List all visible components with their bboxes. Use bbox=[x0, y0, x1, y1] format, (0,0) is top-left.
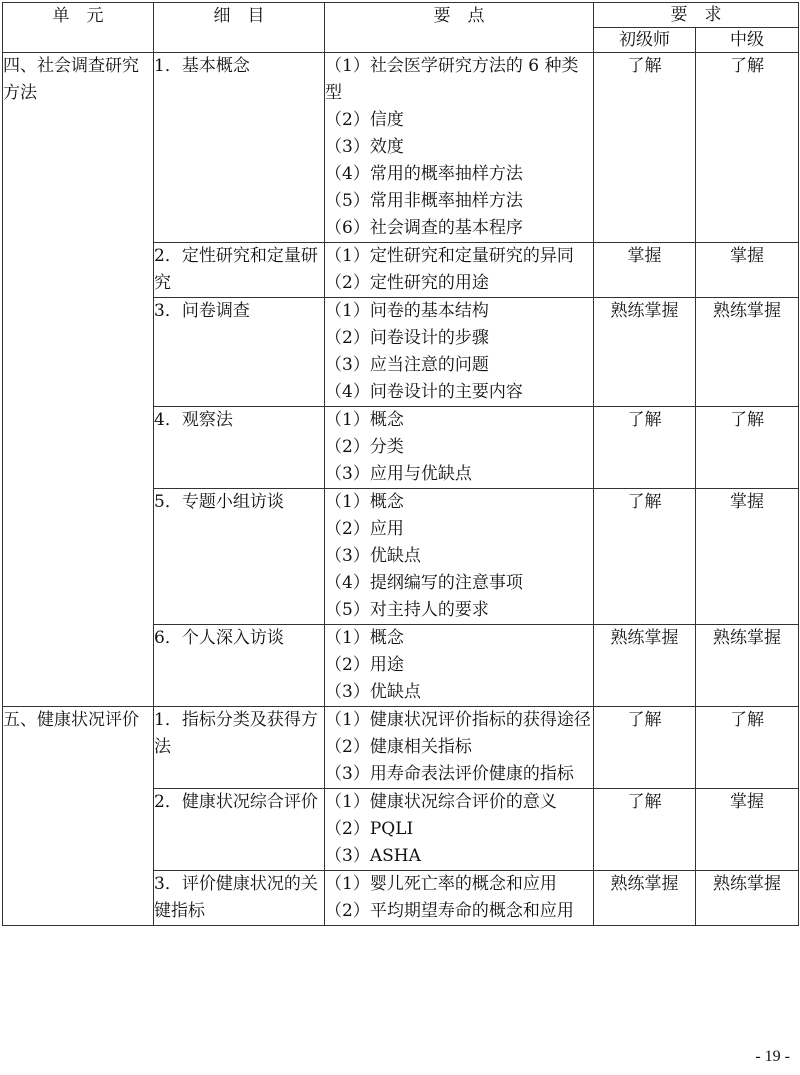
point-text: （3）效度 bbox=[325, 137, 404, 157]
point-text: （4）问卷设计的主要内容 bbox=[325, 382, 523, 402]
unit-cell: 五、健康状况评价 bbox=[3, 707, 154, 926]
requirement-middle: 了解 bbox=[696, 407, 799, 489]
requirement-middle: 掌握 bbox=[696, 489, 799, 625]
points-cell bbox=[325, 707, 594, 789]
point-text: （1）概念 bbox=[325, 492, 404, 512]
points-cell bbox=[325, 871, 594, 926]
point-text: （2）定性研究的用途 bbox=[325, 273, 489, 293]
point-text: （3）优缺点 bbox=[325, 682, 421, 702]
points-cell bbox=[325, 489, 594, 625]
point-text: （3）优缺点 bbox=[325, 546, 421, 566]
point-text: （2）平均期望寿命的概念和应用 bbox=[325, 901, 574, 921]
item-cell: 6．个人深入访谈 bbox=[154, 625, 325, 707]
page-number: - 19 - bbox=[755, 1048, 790, 1065]
requirement-middle: 了解 bbox=[696, 53, 799, 243]
item-cell: 5．专题小组访谈 bbox=[154, 489, 325, 625]
requirement-middle: 熟练掌握 bbox=[696, 298, 799, 407]
requirement-middle: 熟练掌握 bbox=[696, 871, 799, 926]
header-item: 细 目 bbox=[154, 3, 325, 53]
point-text: （5）常用非概率抽样方法 bbox=[325, 191, 523, 211]
points-cell bbox=[325, 789, 594, 871]
point-text: （1）定性研究和定量研究的异同 bbox=[325, 246, 574, 266]
requirement-middle: 掌握 bbox=[696, 789, 799, 871]
point-text: （4）常用的概率抽样方法 bbox=[325, 164, 523, 184]
item-cell: 3．问卷调查 bbox=[154, 298, 325, 407]
item-cell: 2．定性研究和定量研究 bbox=[154, 243, 325, 298]
table-row bbox=[3, 53, 799, 243]
point-text: （2）问卷设计的步骤 bbox=[325, 328, 489, 348]
requirement-junior: 了解 bbox=[594, 407, 696, 489]
header-unit: 单 元 bbox=[3, 3, 154, 53]
point-text: （1）健康状况评价指标的获得途径 bbox=[325, 710, 591, 730]
requirement-middle: 了解 bbox=[696, 707, 799, 789]
points-cell bbox=[325, 625, 594, 707]
point-text: （3）ASHA bbox=[325, 846, 421, 866]
point-text: （2）用途 bbox=[325, 655, 404, 675]
point-text: （5）对主持人的要求 bbox=[325, 600, 489, 620]
point-text: （3）应用与优缺点 bbox=[325, 464, 472, 484]
requirement-junior: 熟练掌握 bbox=[594, 871, 696, 926]
point-text: （3）用寿命表法评价健康的指标 bbox=[325, 764, 574, 784]
requirement-junior: 掌握 bbox=[594, 243, 696, 298]
header-requirement: 要 求 bbox=[594, 3, 799, 28]
requirement-junior: 了解 bbox=[594, 707, 696, 789]
requirement-middle: 熟练掌握 bbox=[696, 625, 799, 707]
points-cell bbox=[325, 243, 594, 298]
item-cell: 2．健康状况综合评价 bbox=[154, 789, 325, 871]
point-text: （2）应用 bbox=[325, 519, 404, 539]
points-cell bbox=[325, 53, 594, 243]
point-text: （3）应当注意的问题 bbox=[325, 355, 489, 375]
syllabus-table bbox=[2, 2, 799, 926]
point-text: （2）健康相关指标 bbox=[325, 737, 472, 757]
header-points: 要 点 bbox=[325, 3, 594, 53]
point-text: （1）概念 bbox=[325, 628, 404, 648]
item-cell: 4．观察法 bbox=[154, 407, 325, 489]
item-cell: 3．评价健康状况的关键指标 bbox=[154, 871, 325, 926]
points-cell bbox=[325, 298, 594, 407]
unit-cell: 四、社会调查研究方法 bbox=[3, 53, 154, 707]
requirement-junior: 了解 bbox=[594, 53, 696, 243]
requirement-junior: 了解 bbox=[594, 789, 696, 871]
item-cell: 1．基本概念 bbox=[154, 53, 325, 243]
point-text: （2）分类 bbox=[325, 437, 404, 457]
point-text: （1）问卷的基本结构 bbox=[325, 301, 489, 321]
header-junior: 初级师 bbox=[594, 28, 696, 53]
points-cell bbox=[325, 407, 594, 489]
point-text: （1）健康状况综合评价的意义 bbox=[325, 792, 557, 812]
requirement-junior: 熟练掌握 bbox=[594, 298, 696, 407]
table-row bbox=[3, 707, 799, 789]
point-text: （1）社会医学研究方法的 6 种类型 bbox=[325, 56, 579, 103]
point-text: （4）提纲编写的注意事项 bbox=[325, 573, 523, 593]
point-text: （6）社会调查的基本程序 bbox=[325, 218, 523, 238]
header-middle: 中级 bbox=[696, 28, 799, 53]
requirement-junior: 了解 bbox=[594, 489, 696, 625]
point-text: （1）婴儿死亡率的概念和应用 bbox=[325, 874, 557, 894]
point-text: （2）PQLI bbox=[325, 819, 414, 839]
requirement-middle: 掌握 bbox=[696, 243, 799, 298]
item-cell: 1．指标分类及获得方法 bbox=[154, 707, 325, 789]
point-text: （1）概念 bbox=[325, 410, 404, 430]
point-text: （2）信度 bbox=[325, 110, 404, 130]
requirement-junior: 熟练掌握 bbox=[594, 625, 696, 707]
